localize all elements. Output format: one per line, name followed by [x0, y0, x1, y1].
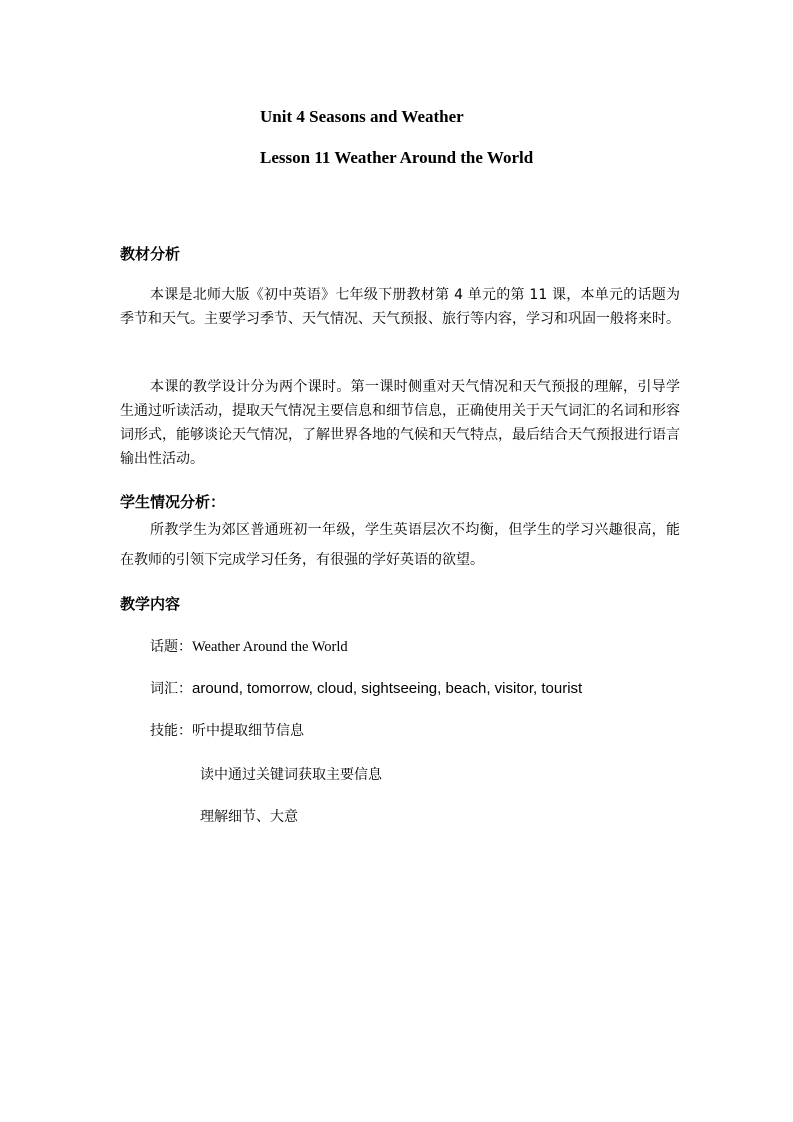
unit-title: Unit 4 Seasons and Weather: [260, 107, 464, 126]
lesson-title: Lesson 11 Weather Around the World: [260, 148, 534, 167]
material-analysis-paragraph-1: 本课是北师大版《初中英语》七年级下册教材第 4 单元的第 11 课，本单元的话题为季节和天气。主要学习季节、天气情况、天气预报、旅行等内容，学习和巩固一般将来时。: [120, 287, 680, 327]
topic-value: Weather Around the World: [192, 639, 348, 655]
section-heading-teaching-content: 教学内容: [120, 595, 181, 613]
skill-item-1: 听中提取细节信息: [192, 723, 304, 739]
skill-item-3: 理解细节、大意: [200, 809, 298, 825]
section-heading-material-analysis: 教材分析: [120, 245, 181, 263]
skills-row: [150, 720, 304, 740]
student-analysis-paragraph: 所教学生为郊区普通班初一年级，学生英语层次不均衡，但学生的学习兴趣很高，能在教师的引领下完成学习任务，有很强的学好英语的欲望。: [120, 522, 680, 568]
topic-row: [150, 636, 348, 656]
skills-label: 技能：: [150, 723, 192, 739]
skill-item-2: 读中通过关键词获取主要信息: [200, 767, 382, 783]
material-analysis-paragraph-2: 本课的教学设计分为两个课时。第一课时侧重对天气情况和天气预报的理解，引导学生通过听读活动，提取天气情况主要信息和细节信息，正确使用关于天气词汇的名词和形容词形式，能够谈论天气情况，了解世界各地的气候和天气特点，最后结合天气预报进行语言输出性活动。: [120, 379, 680, 467]
vocabulary-row: [150, 678, 582, 698]
section-heading-student-analysis: 学生情况分析：: [120, 493, 226, 511]
vocabulary-label: 词汇：: [150, 681, 192, 697]
topic-label: 话题：: [150, 639, 192, 655]
vocabulary-value: around, tomorrow, cloud, sightseeing, beach, visitor, tourist: [192, 680, 583, 697]
